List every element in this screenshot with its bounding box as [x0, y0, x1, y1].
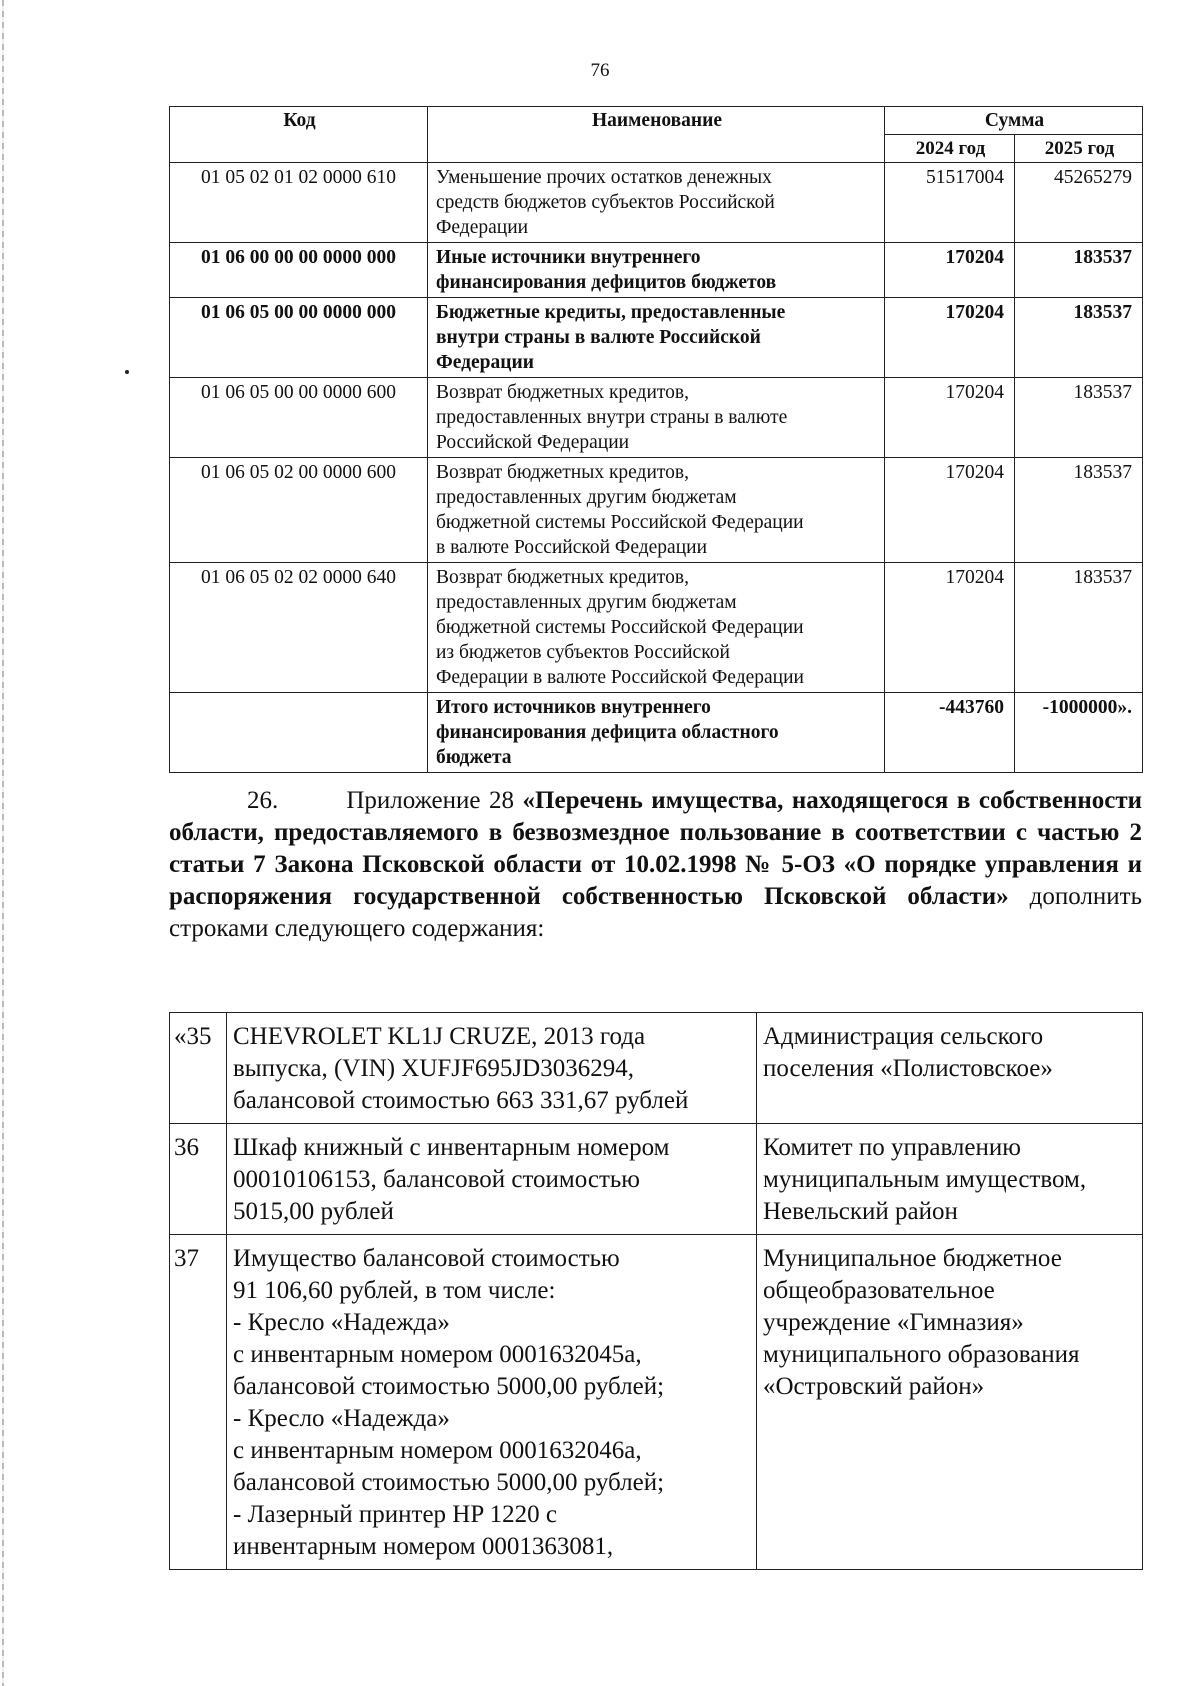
- property-row: [170, 1235, 1143, 1570]
- property-recipient: [757, 1013, 1143, 1124]
- scan-edge: [2, 0, 4, 1686]
- row-name-line: Уменьшение прочих остатков денежных: [436, 167, 772, 188]
- row-name: [428, 458, 885, 563]
- row-sum-2024: 170204: [885, 458, 1015, 563]
- row-sum-2025: 183537: [1015, 563, 1143, 693]
- property-description-line: 00010106153, балансовой стоимостью: [233, 1166, 640, 1193]
- row-sum-2024: 170204: [885, 378, 1015, 458]
- property-description-line: выпуска, (VIN) XUFJF695JD3036294,: [233, 1055, 634, 1082]
- property-description-line: Шкаф книжный с инвентарным номером: [233, 1134, 670, 1161]
- property-row: [170, 1013, 1143, 1124]
- row-name: [428, 378, 885, 458]
- property-recipient-line: Невельский район: [763, 1198, 958, 1225]
- row-name-line: предоставленных внутри страны в валюте: [436, 407, 788, 428]
- row-sum-2025: 183537: [1015, 458, 1143, 563]
- row-name-line: бюджетной системы Российской Федерации: [436, 512, 804, 533]
- property-table: [169, 1012, 1143, 1570]
- row-name-line: Российской Федерации: [436, 432, 630, 453]
- property-description-line: балансовой стоимостью 5000,00 рублей;: [233, 1469, 665, 1496]
- property-number: «35: [170, 1013, 227, 1124]
- sources-financing-table: [169, 106, 1143, 773]
- amendment-paragraph: [169, 785, 1142, 945]
- property-recipient-line: Комитет по управлению: [763, 1134, 1021, 1161]
- property-recipient-line: учреждение «Гимназия»: [763, 1309, 1024, 1336]
- property-description-line: - Кресло «Надежда»: [233, 1405, 450, 1432]
- property-description-line: с инвентарным номером 0001632045а,: [233, 1341, 642, 1368]
- row-name: [428, 693, 885, 773]
- table-row: [170, 243, 1143, 298]
- row-code: 01 05 02 01 02 0000 610: [170, 163, 428, 243]
- property-recipient-line: Муниципальное бюджетное: [763, 1245, 1062, 1272]
- property-description-line: балансовой стоимостью 663 331,67 рублей: [233, 1087, 689, 1114]
- table-row: [170, 163, 1143, 243]
- header-code: Код: [170, 107, 428, 163]
- row-name-line: предоставленных другим бюджетам: [436, 487, 737, 508]
- row-name-line: предоставленных другим бюджетам: [436, 592, 737, 613]
- row-name-line: финансирования дефицитов бюджетов: [436, 272, 777, 293]
- header-sum: Сумма: [885, 107, 1143, 135]
- row-name-line: из бюджетов субъектов Российской: [436, 642, 730, 663]
- row-name: [428, 243, 885, 298]
- property-description-line: балансовой стоимостью 5000,00 рублей;: [233, 1373, 665, 1400]
- paragraph-number: 26.: [247, 787, 279, 814]
- row-sum-2025: 183537: [1015, 243, 1143, 298]
- row-name-line: Возврат бюджетных кредитов,: [436, 382, 690, 403]
- row-name-line: бюджета: [436, 747, 512, 768]
- property-recipient-line: общеобразовательное: [763, 1277, 995, 1304]
- header-year-2025: 2025 год: [1015, 135, 1143, 163]
- table-row: [170, 378, 1143, 458]
- row-name-line: в валюте Российской Федерации: [436, 537, 708, 558]
- row-sum-2024: 170204: [885, 563, 1015, 693]
- property-description-line: - Кресло «Надежда»: [233, 1309, 450, 1336]
- row-code: 01 06 05 02 02 0000 640: [170, 563, 428, 693]
- page-number: 76: [590, 60, 610, 81]
- property-recipient-line: Администрация сельского: [763, 1023, 1044, 1050]
- row-sum-2024: 51517004: [885, 163, 1015, 243]
- row-code: 01 06 05 02 00 0000 600: [170, 458, 428, 563]
- property-description-line: 5015,00 рублей: [233, 1198, 394, 1225]
- row-name: [428, 298, 885, 378]
- row-sum-2024: 170204: [885, 243, 1015, 298]
- table-row: [170, 693, 1143, 773]
- scan-speck: [125, 370, 129, 374]
- row-name-line: Итого источников внутреннего: [436, 697, 711, 718]
- row-code: [170, 693, 428, 773]
- table-row: [170, 298, 1143, 378]
- row-name-line: средств бюджетов субъектов Российской: [436, 192, 775, 213]
- property-description: [227, 1013, 757, 1124]
- row-sum-2025: 183537: [1015, 378, 1143, 458]
- property-description-line: CHEVROLET KL1J CRUZE, 2013 года: [233, 1023, 646, 1050]
- property-description-line: - Лазерный принтер HP 1220 с: [233, 1501, 557, 1528]
- property-row: [170, 1124, 1143, 1235]
- row-name: [428, 563, 885, 693]
- row-name-line: Федерации: [436, 217, 529, 238]
- property-recipient-line: муниципального образования: [763, 1341, 1080, 1368]
- row-name-line: Иные источники внутреннего: [436, 247, 701, 268]
- property-description: [227, 1124, 757, 1235]
- row-name-line: финансирования дефицита областного: [436, 722, 779, 743]
- row-name-line: Возврат бюджетных кредитов,: [436, 567, 690, 588]
- property-number: 36: [170, 1124, 227, 1235]
- row-code: 01 06 05 00 00 0000 000: [170, 298, 428, 378]
- row-name: [428, 163, 885, 243]
- row-name-line: внутри страны в валюте Российской: [436, 327, 761, 348]
- row-name-line: бюджетной системы Российской Федерации: [436, 617, 804, 638]
- header-year-2024: 2024 год: [885, 135, 1015, 163]
- header-name: Наименование: [428, 107, 885, 163]
- row-sum-2025: 45265279: [1015, 163, 1143, 243]
- property-description-line: инвентарным номером 0001363081,: [233, 1533, 614, 1560]
- row-sum-2025: 183537: [1015, 298, 1143, 378]
- row-sum-2024: 170204: [885, 298, 1015, 378]
- property-recipient-line: «Островский район»: [763, 1373, 985, 1400]
- property-number: 37: [170, 1235, 227, 1570]
- paragraph-bold-title: «Перечень имущества, находящегося в собственности области, предоставляемого в безвозмездное пользование в соответствии с частью 2 статьи 7 Закона Псковской области от 10.02.1998 № 5-ОЗ «О порядке управления и распоряжения государственной собственностью Псковской области»: [169, 787, 1143, 910]
- row-code: 01 06 00 00 00 0000 000: [170, 243, 428, 298]
- row-name-line: Возврат бюджетных кредитов,: [436, 462, 690, 483]
- property-description-line: с инвентарным номером 0001632046а,: [233, 1437, 642, 1464]
- paragraph-tail: дополнить строками следующего содержания:: [169, 883, 1143, 942]
- row-name-line: Федерации в валюте Российской Федерации: [436, 667, 804, 688]
- row-sum-2024: -443760: [885, 693, 1015, 773]
- property-recipient: [757, 1235, 1143, 1570]
- property-recipient-line: муниципальным имуществом,: [763, 1166, 1087, 1193]
- property-recipient-line: поселения «Полистовское»: [763, 1055, 1053, 1082]
- paragraph-lead: Приложение 28: [346, 787, 515, 814]
- row-name-line: Федерации: [436, 352, 534, 373]
- property-recipient: [757, 1124, 1143, 1235]
- property-description-line: 91 106,60 рублей, в том числе:: [233, 1277, 556, 1304]
- row-sum-2025: -1000000».: [1015, 693, 1143, 773]
- property-description-line: Имущество балансовой стоимостью: [233, 1245, 620, 1272]
- row-name-line: Бюджетные кредиты, предоставленные: [436, 302, 786, 323]
- row-code: 01 06 05 00 00 0000 600: [170, 378, 428, 458]
- table-row: [170, 458, 1143, 563]
- table-row: [170, 563, 1143, 693]
- property-description: [227, 1235, 757, 1570]
